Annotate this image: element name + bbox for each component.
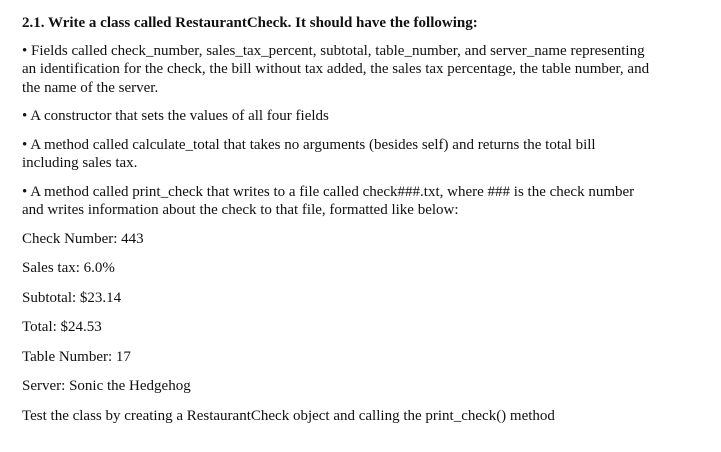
bullet-icon: • bbox=[22, 136, 28, 153]
bullet-text: A constructor that sets the values of all four fields bbox=[30, 108, 329, 124]
bullet-print-check bbox=[22, 183, 652, 220]
example-subtotal: Subtotal: $23.14 bbox=[22, 289, 122, 306]
bullet-icon: • bbox=[22, 42, 28, 59]
bullet-text: Fields called check_number, sales_tax_percent, subtotal, table_number, and server_name representing an identification for the check, the bill without tax added, the sales tax percentage, the table number, and the name of the server. bbox=[22, 42, 650, 96]
example-server: Server: Sonic the Hedgehog bbox=[22, 378, 191, 394]
bullet-text: A method called calculate_total that takes no arguments (besides self) and returns the total bill including sales tax. bbox=[22, 136, 596, 171]
test-instruction: Test the class by creating a RestaurantCheck object and calling the print_check() method bbox=[22, 407, 555, 424]
bullet-calculate-total bbox=[22, 136, 652, 173]
example-check-number: Check Number: 443 bbox=[22, 230, 144, 247]
bullet-icon: • bbox=[22, 108, 28, 124]
bullet-icon: • bbox=[22, 183, 28, 200]
example-sales-tax: Sales tax: 6.0% bbox=[22, 260, 115, 276]
bullet-fields bbox=[22, 42, 652, 98]
example-total: Total: $24.53 bbox=[22, 319, 102, 335]
assignment-heading: 2.1. Write a class called RestaurantCheck. It should have the following: bbox=[22, 15, 478, 31]
bullet-text: A method called print_check that writes to a file called check###.txt, where ### is the check number and writes information about the check to that file, formatted like below: bbox=[22, 183, 635, 218]
example-table-number: Table Number: 17 bbox=[22, 348, 131, 365]
document-body bbox=[22, 14, 652, 436]
bullet-constructor bbox=[22, 107, 652, 126]
